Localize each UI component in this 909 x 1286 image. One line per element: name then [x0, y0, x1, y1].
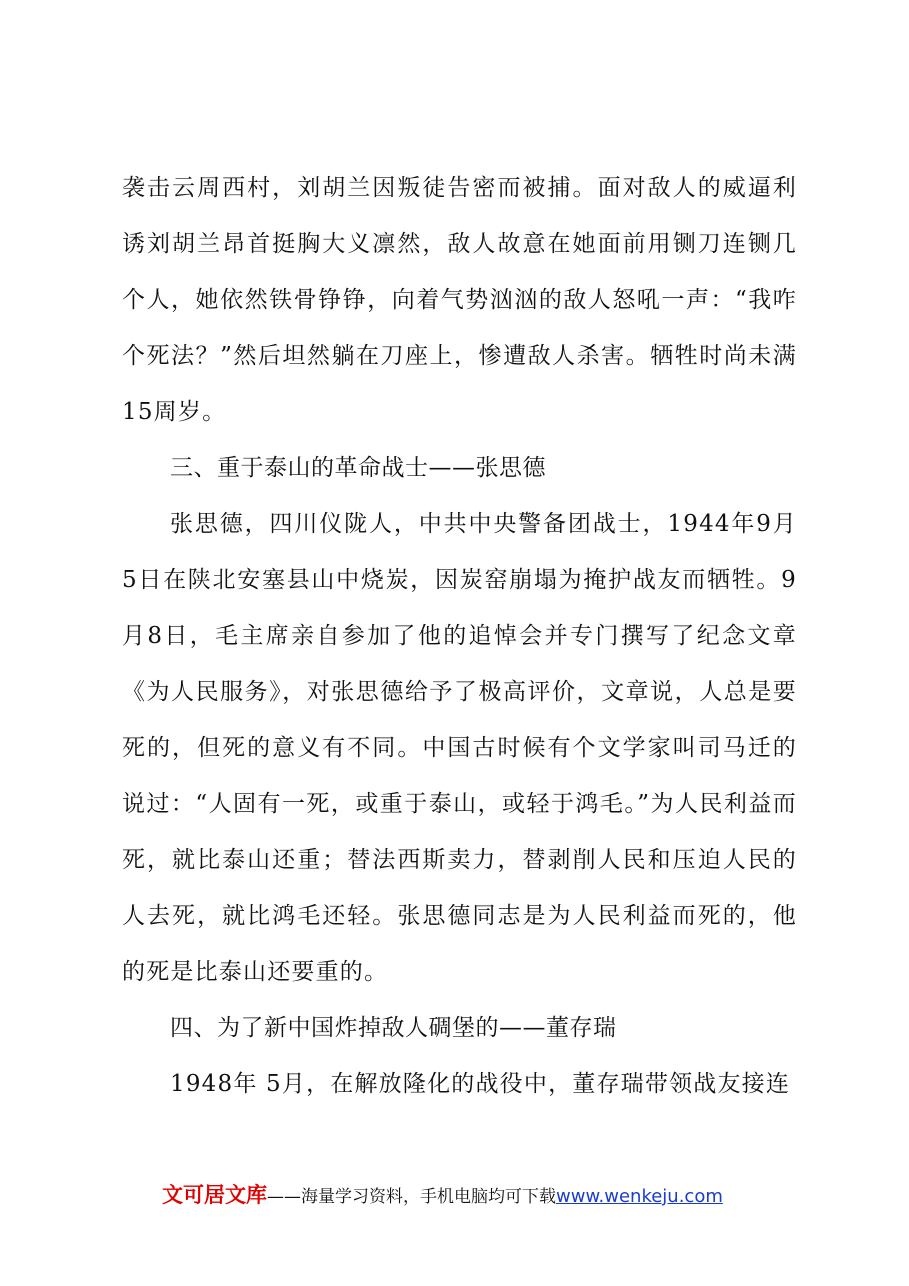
paragraph-dong-cunrui: 1948年 5月，在解放隆化的战役中，董存瑞带领战友接连	[170, 1071, 791, 1097]
section-heading-zhang-side: 三、重于泰山的革命战士——张思德	[170, 455, 546, 481]
footer-tagline: ——海量学习资料，手机电脑均可下载	[267, 1187, 556, 1207]
document-body	[122, 160, 797, 1112]
paragraph-liu-hulan: 袭击云周西村，刘胡兰因叛徒告密而被捕。面对敌人的威逼利诱刘胡兰昂首挺胸大义凛然，敌人故意在她面前用铡刀连铡几个人，她依然铁骨铮铮，向着气势汹汹的敌人怒吼一声：“我咋个死法？”然后坦然躺在刀座上，惨遭敌人杀害。牺牲时尚未满15周岁。	[122, 175, 797, 425]
footer-brand: 文可居文库	[162, 1183, 267, 1207]
footer-website-link[interactable]: www.wenkeju.com	[556, 1186, 723, 1207]
paragraph-zhang-side: 张思德，四川仪陇人，中共中央警备团战士，1944年9月5日在陕北安塞县山中烧炭，因炭窑崩塌为掩护战友而牺牲。9月8日，毛主席亲自参加了他的追悼会并专门撰写了纪念文章《为人民服务》，对张思德给予了极高评价，文章说，人总是要死的，但死的意义有不同。中国古时候有个文学家叫司马迁的说过：“人固有一死，或重于泰山，或轻于鸿毛。”为人民利益而死，就比泰山还重；替法西斯卖力，替剥削人民和压迫人民的人去死，就比鸿毛还轻。张思德同志是为人民利益而死的，他的死是比泰山还要重的。	[122, 511, 797, 985]
section-heading-dong-cunrui: 四、为了新中国炸掉敌人碉堡的——董存瑞	[170, 1015, 617, 1041]
footer-banner	[162, 1182, 802, 1210]
